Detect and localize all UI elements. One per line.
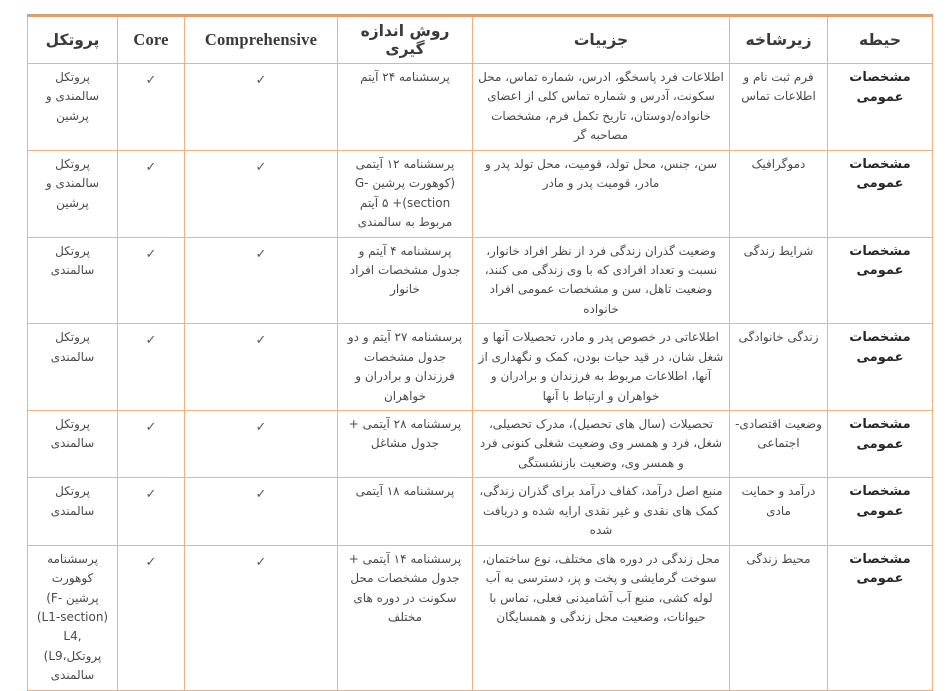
details-cell: محل زندگی در دوره های مختلف، نوع ساختمان، سوخت گرمایشی و پخت و پز، دسترسی به آب لوله کشی، منبع آب آشامیدنی فعلی، تماس با حیوانات، وضعیت محل زندگی و همسایگان [473, 545, 730, 690]
subdomain-cell: درآمد و حمایت مادی [730, 478, 828, 545]
domain-cell: مشخصات عمومی [828, 150, 933, 237]
core-checkmark: ✓ [118, 237, 185, 324]
table-row [28, 324, 933, 411]
comprehensive-checkmark: ✓ [185, 64, 338, 151]
domain-cell: مشخصات عمومی [828, 324, 933, 411]
table-row [28, 478, 933, 545]
domain-cell: مشخصات عمومی [828, 478, 933, 545]
protocol-cell: پروتکل سالمندی [28, 324, 118, 411]
measurement-method-cell: پرسشنامه ۴ آیتم و جدول مشخصات افراد خانوار [338, 237, 473, 324]
table-row [28, 64, 933, 151]
column-header-comprehensive: Comprehensive [185, 16, 338, 64]
column-header-details: جزییات [473, 16, 730, 64]
details-cell: سن، جنس، محل تولد، قومیت، محل تولد پدر و مادر، قومیت پدر و مادر [473, 150, 730, 237]
domain-cell: مشخصات عمومی [828, 64, 933, 151]
document-page [0, 14, 949, 683]
comprehensive-checkmark: ✓ [185, 324, 338, 411]
details-cell: تحصیلات (سال های تحصیل)، مدرک تحصیلی، شغل، فرد و همسر وی وضعیت شغلی کنونی فرد و همسر وی، وضعیت بازنشستگی [473, 411, 730, 478]
column-header-subdomain: زیرشاخه [730, 16, 828, 64]
domain-cell: مشخصات عمومی [828, 411, 933, 478]
core-checkmark: ✓ [118, 411, 185, 478]
comprehensive-checkmark: ✓ [185, 411, 338, 478]
comprehensive-checkmark: ✓ [185, 237, 338, 324]
core-checkmark: ✓ [118, 64, 185, 151]
subdomain-cell: زندگی خانوادگی [730, 324, 828, 411]
protocol-cell: پروتکل سالمندی [28, 478, 118, 545]
measurement-method-cell: پرسشنامه ۱۸ آیتمی [338, 478, 473, 545]
table-row [28, 150, 933, 237]
comprehensive-checkmark: ✓ [185, 478, 338, 545]
table-body [28, 64, 933, 691]
subdomain-cell: وضعیت اقتصادی- اجتماعی [730, 411, 828, 478]
measurement-method-cell: پرسشنامه ۲۴ آیتم [338, 64, 473, 151]
cohort-protocol-table [27, 14, 933, 691]
comprehensive-checkmark: ✓ [185, 545, 338, 690]
core-checkmark: ✓ [118, 324, 185, 411]
header-row [28, 16, 933, 64]
table-row [28, 411, 933, 478]
domain-cell: مشخصات عمومی [828, 545, 933, 690]
subdomain-cell: دموگرافیک [730, 150, 828, 237]
measurement-method-cell: پرسشنامه ۱۲ آیتمی (کوهورت پرشین G-section)+ ۵ آیتم مربوط به سالمندی [338, 150, 473, 237]
details-cell: وضعیت گذران زندگی فرد از نظر افراد خانوار، نسبت و تعداد افرادی که با وی زندگی می کنند، وضعیت تاهل، سن و مشخصات عمومی افراد خانواده [473, 237, 730, 324]
measurement-method-cell: پرسشنامه ۲۷ آیتم و دو جدول مشخصات فرزندان و برادران و خواهران [338, 324, 473, 411]
protocol-cell: پروتکل سالمندی و پرشین [28, 150, 118, 237]
protocol-cell: پروتکل سالمندی [28, 237, 118, 324]
subdomain-cell: شرایط زندگی [730, 237, 828, 324]
protocol-cell: پروتکل سالمندی و پرشین [28, 64, 118, 151]
protocol-cell: پرسشنامه کوهورت (F- پرشین (L1-section) L4, (L9،پروتکل سالمندی [28, 545, 118, 690]
subdomain-cell: محیط زندگی [730, 545, 828, 690]
measurement-method-cell: پرسشنامه ۱۴ آیتمی + جدول مشخصات محل سکونت در دوره های مختلف [338, 545, 473, 690]
core-checkmark: ✓ [118, 150, 185, 237]
details-cell: منبع اصل درآمد، کفاف درآمد برای گذران زندگی، کمک های نقدی و غیر نقدی ارایه شده و دریافت شده [473, 478, 730, 545]
protocol-cell: پروتکل سالمندی [28, 411, 118, 478]
subdomain-cell: فرم ثبت نام و اطلاعات تماس [730, 64, 828, 151]
details-cell: اطلاعات فرد پاسخگو، ادرس، شماره تماس، محل سکونت، آدرس و شماره تماس کلی از اعضای خانواده/دوستان، تاریخ تکمل فرم، مشخصات مصاحبه گر [473, 64, 730, 151]
core-checkmark: ✓ [118, 545, 185, 690]
domain-cell: مشخصات عمومی [828, 237, 933, 324]
details-cell: اطلاعاتی در خصوص پدر و مادر، تحصیلات آنها و شغل شان، در قید حیات بودن، کمک و نگهداری از آنها، اطلاعات مربوط به فرزندان و برادران و خواهران و ارتباط با آنها [473, 324, 730, 411]
core-checkmark: ✓ [118, 478, 185, 545]
table-row [28, 545, 933, 690]
measurement-method-cell: پرسشنامه ۲۸ آیتمی + جدول مشاغل [338, 411, 473, 478]
comprehensive-checkmark: ✓ [185, 150, 338, 237]
column-header-protocol: پروتکل [28, 16, 118, 64]
column-header-domain: حیطه [828, 16, 933, 64]
column-header-measurement-method: روش اندازه گیری [338, 16, 473, 64]
table-row [28, 237, 933, 324]
column-header-core: Core [118, 16, 185, 64]
